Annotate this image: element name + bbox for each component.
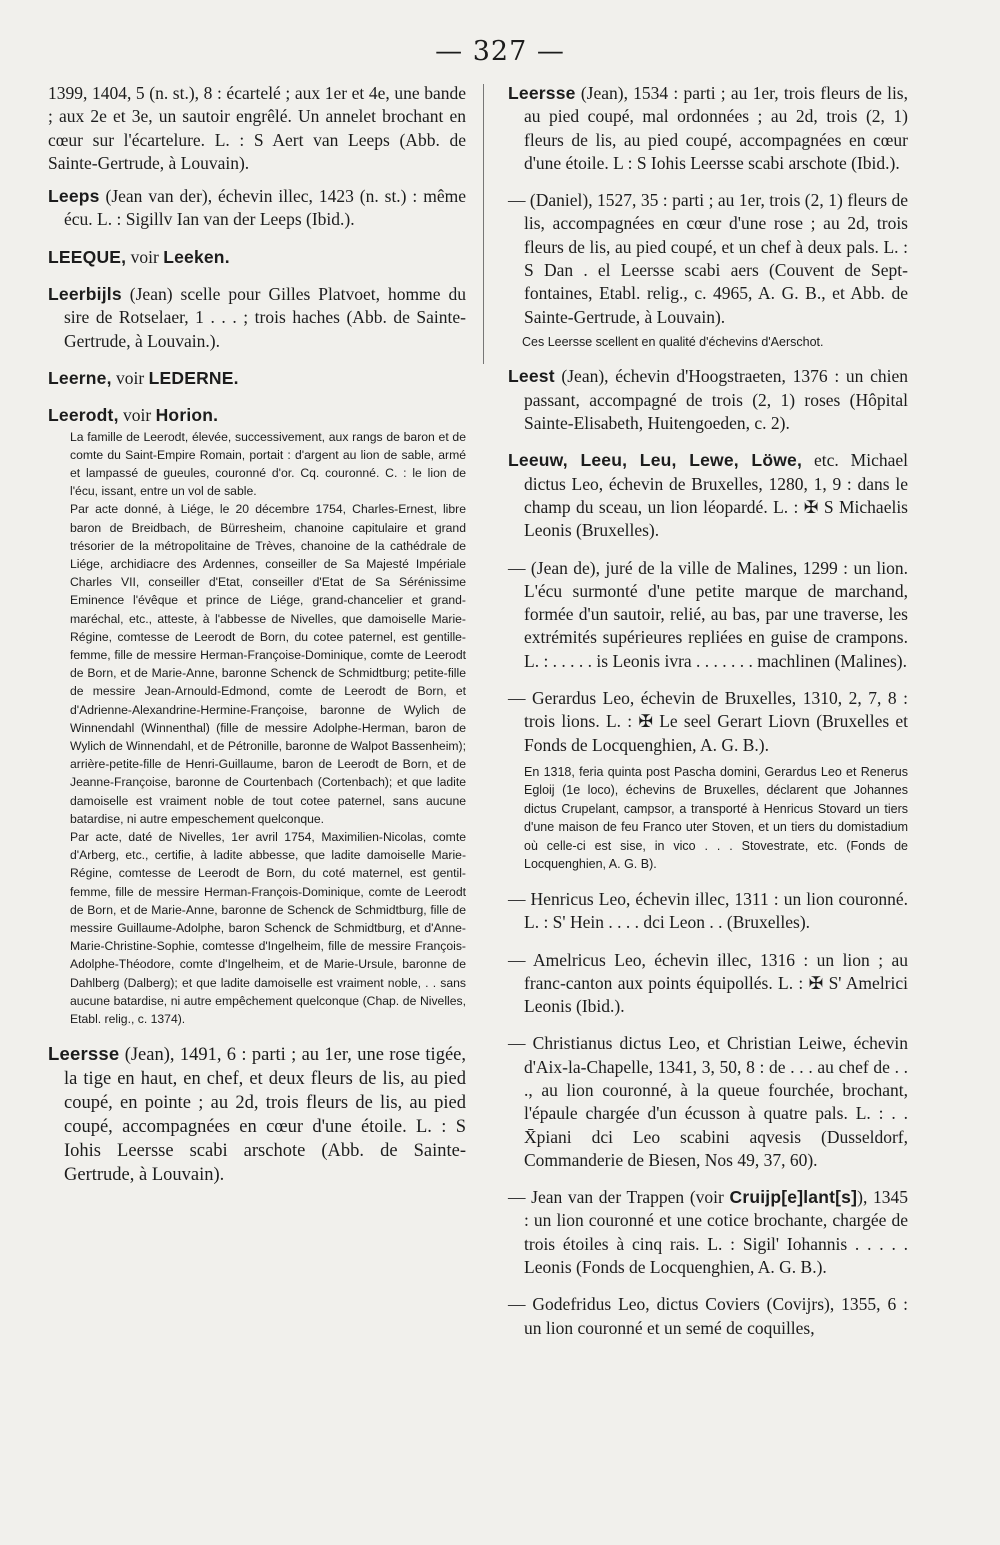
entry-leeps-text: (Jean van der), échevin illec, 1423 (n. st.) : même écu. L. : Sigillv Ian van der Leeps (Ibid.). <box>64 186 466 230</box>
entry-godefridus: — Godefridus Leo, dictus Coviers (Covijrs), 1355, 6 : un lion couronné et un semé de coquilles, <box>508 1294 908 1338</box>
entry-daniel: — (Daniel), 1527, 35 : parti ; au 1er, trois (2, 1) fleurs de lis, accompagnées en cœur d'une rose ; au 2d, trois fleurs de lis, au pied coupé, et un chef à deux pals. L. : S Dan . el Leersse scabi aers (Couvent de Sept-fontaines, Etabl. relig., c. 4965, A. G. B., et Abb. de Sainte-Gertrude, à Louvain). <box>508 190 908 327</box>
note-aerschot: Ces Leersse scellent en qualité d'échevins d'Aerschot. <box>522 334 824 349</box>
entry-leeque <box>48 246 466 269</box>
entry-leeps <box>48 185 466 232</box>
entry-trappen <box>508 1186 908 1279</box>
entry-leerbijls-text: (Jean) scelle pour Gilles Platvoet, homme du sire de Rotselaer, 1 . . . ; trois haches (Abb. de Sainte-Gertrude, à Louvain.). <box>64 284 466 351</box>
headword-leerodt: Leerodt, <box>48 405 119 426</box>
entry-gerardus: — Gerardus Leo, échevin de Bruxelles, 1310, 2, 7, 8 : trois lions. L. : ✠ Le seel Gerart Liovn (Bruxelles et Fonds de Locquenghien, A. G. B.). <box>508 688 908 755</box>
note-1318: En 1318, feria quinta post Pascha domini, Gerardus Leo et Renerus Egloij (1e loco), échevins de Bruxelles, déclarent que Johannes dictus Crupelant, campsor, a transporté à Henricus Stovard un tiers d'une maison de feu Franco uter Stoven, et un tiers du domistadium où celle-ci est sise, in vico . . . Stovestrate, etc. (Fonds de Locquenghien, A. G. B). <box>524 764 908 872</box>
entry-leersse-1534 <box>508 82 908 175</box>
page-number: — 327 — <box>435 36 565 67</box>
headword-leersse: Leersse <box>48 1043 120 1065</box>
entry-leerodt <box>48 404 466 427</box>
entry-leerodt-text: voir <box>118 405 156 426</box>
headword-leeque: LEEQUE, <box>48 246 127 267</box>
entry-christianus: — Christianus dictus Leo, et Christian Leiwe, échevin d'Aix-la-Chapelle, 1341, 3, 50, 8 : de . . . au chef de . . ., au lion couronné, à la queue fourchée, brochant, l'épaule chargée d'un écusson à quatre pals. L. : . . X̄piani dci Leo scabini aqvesis (Dusseldorf, Commanderie de Biesen, Nos 49, 37, 60). <box>508 1033 908 1170</box>
crossref-horion: Horion. <box>155 405 219 426</box>
headword-leeuw: Leeuw, Leeu, Leu, Lewe, Löwe, <box>508 450 803 471</box>
headword-leest: Leest <box>508 366 555 387</box>
entry-trappen-text-b: ), 1345 : un lion couronné et une cotice brochante, chargée de trois étoiles à cinq rais. L. : Sigil' Iohannis . . . . . Leonis (Fonds de Locquenghien, A. G. B.). <box>524 1187 908 1278</box>
entry-leerbijls <box>48 283 466 353</box>
headword-leeps: Leeps <box>48 186 100 207</box>
crossref-leeken: Leeken. <box>163 246 230 267</box>
crossref-lederne: LEDERNE. <box>148 367 239 388</box>
headword-leerbijls: Leerbijls <box>48 284 122 305</box>
entry-leersse-1534-text: (Jean), 1534 : parti ; au 1er, trois fleurs de lis, au pied coupé, mal ordonnées ; au 2d, trois (2, 1) fleurs de lis, au pied coupé, accompagnées en cœur d'une étoile. L : S Iohis Leersse scabi arschote (Ibid.). <box>524 83 908 173</box>
entry-leersse-1491 <box>48 1042 466 1187</box>
left-column <box>48 82 466 1201</box>
entry-leeuw-text: etc. Michael dictus Leo, échevin de Bruxelles, 1280, 1, 9 : dans le champ du sceau, un lion léopardé. L. : ✠ S Michaelis Leonis (Bruxelles). <box>524 450 908 541</box>
entry-leerne-text: voir <box>111 367 149 388</box>
entry-continuation: 1399, 1404, 5 (n. st.), 8 : écartelé ; aux 1er et 4e, une bande ; aux 2e et 3e, un sautoir engrêlé. Un annelet brochant en cœur sur l'écartelure. L. : S Aert van Leeps (Abb. de Sainte-Gertrude, à Louvain). <box>48 83 466 173</box>
entry-leeque-text: voir <box>126 246 164 267</box>
entry-leeuw <box>508 449 908 542</box>
entry-amelricus: — Amelricus Leo, échevin illec, 1316 : un lion ; au franc-canton aux points équipollés. L. : ✠ S' Amelrici Leonis (Ibid.). <box>508 949 908 1017</box>
entry-leersse-1491-text: (Jean), 1491, 6 : parti ; au 1er, une rose tigée, la tige en haut, en chef, et deux fleurs de lis, au pied coupé, en pointe ; au 2d, trois fleurs de lis, au pied coupé, accompagnées en cœur d'une étoile. L. : S Iohis Leersse scabi arschote (Abb. de Sainte-Gertrude, à Louvain). <box>64 1045 466 1186</box>
column-divider <box>483 84 484 364</box>
headword-leerne: Leerne, <box>48 367 112 388</box>
note-liege-act: Par acte donné, à Liége, le 20 décembre 1754, Charles-Ernest, libre baron de Breidbach, de Bürresheim, chanoine capitulaire et grand trésorier de la métropolitaine de Trèves, chanoine de la cathédrale de Liége, archidiacre des Ardennes, conseiller de Sa Majesté Impériale Charles VII, conseiller d'Etat, conseiller d'Etat de Sa Sérénissime Eminence l'évêque et prince de Liége, grand-chancelier et grand-maréchal, etc., atteste, à l'abbesse de Nivelles, que damoiselle Marie-Régine, comtesse de Leerodt de Born, du cotee paternel, est gentille-femme, fille de messire Herman-Françoise-Dominique, comte de Leerodt de Born, et de Marie-Anne, baronne Schenck de Schmidtburg; petite-fille de messire Jean-Arnould-Edmond, comte de Leerodt de Born, et d'Adrienne-Alexandrine-Hermine-Françoise, baronne de Wylich de Winnendahl (Winnenthal) (fille de messire Adolphe-Herman, baron de Wylich de Winnendahl, et de Pétronille, baronne de Walpot Bassenheim); arrière-petite-fille de Henri-Guillaume, baron de Leerodt de Born, et de Jeanne-Françoise, baronne de Courtenbach (Cortenbach); et que ladite damoiselle est vraiment noble de tout cotee paternel, sans aucune batardise, ni autre empeschement quelconque. <box>70 502 466 826</box>
entry-leest-text: (Jean), échevin d'Hoogstraeten, 1376 : un chien passant, accompagné de trois (2, 1) roses (Hôpital Sainte-Elisabeth, Huitengoeden, c. 2). <box>524 366 908 434</box>
entry-jean-de: — (Jean de), juré de la ville de Malines, 1299 : un lion. L'écu surmonté d'une petite marque de marchand, formée d'un sautoir, relié, au bas, par une traverse, les extrémités supérieures repliées en guise de crampons. L. : . . . . . is Leonis ivra . . . . . . . machlinen (Malines). <box>508 557 908 671</box>
crossref-cruijpelant: Cruijp[e]lant[s] <box>729 1187 858 1208</box>
note-leerodt-family: La famille de Leerodt, élevée, successivement, aux rangs de baron et de comte du Saint-Empire Romain, portait : d'argent au lion de sable, armé et lampassé de gueules, couronné d'or. Cq. couronné. C. : le lion de l'écu, issant, entre un vol de sable. <box>70 429 466 499</box>
entry-leerne <box>48 367 466 390</box>
entry-henricus: — Henricus Leo, échevin illec, 1311 : un lion couronné. L. : S' Hein . . . . dci Leon . . (Bruxelles). <box>508 888 908 933</box>
entry-leest <box>508 365 908 435</box>
right-column <box>508 82 908 1354</box>
headword-leersse-1534: Leersse <box>508 83 576 103</box>
note-nivelles-act: Par acte, daté de Nivelles, 1er avril 1754, Maximilien-Nicolas, comte d'Arberg, etc., certifie, à ladite abbesse, que ladite damoiselle Marie-Régine, comtesse de Leerodt de Born, du coté maternel, est gentil-femme, fille de messire Herman-François-Dominique, comte de Leerodt de Born, et de Marie-Anne, baronne de Schenck de Schmidtburg, fille de messire Guillaume-Adolphe, baron Schenck de Schmidtburg, et d'Anne-Marie-Christine-Sophie, comtesse d'Ingelheim, fille de messire François-Adolphe-Théodore, comte d'Ingelheim, et de Marie-Ursule, baronne de Dahlberg (Dalberg); et que ladite damoiselle est vraiment noble, . . sans aucune batardise, ni autre empêchement quelconque (Chap. de Nivelles, Etabl. relig., c. 1374). <box>70 830 466 1027</box>
entry-trappen-text-a: — Jean van der Trappen (voir <box>508 1187 730 1208</box>
